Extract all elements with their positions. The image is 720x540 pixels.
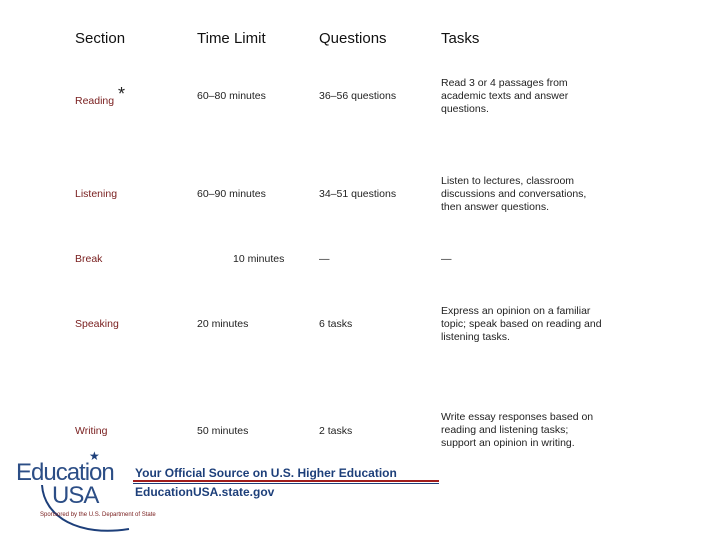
- header-section: Section: [75, 30, 126, 47]
- header-questions: Questions: [319, 30, 387, 47]
- row-break-tasks: [441, 253, 631, 266]
- header-time-limit: Time Limit: [197, 30, 266, 47]
- row-listening-time: 60–90 minutes: [197, 188, 266, 200]
- task-line: support an opinion in writing.: [441, 437, 575, 449]
- task-line: then answer questions.: [441, 201, 549, 213]
- task-line: Read 3 or 4 passages from: [441, 77, 568, 89]
- row-break-section: Break: [75, 253, 103, 265]
- row-speaking-time: 20 minutes: [197, 318, 249, 330]
- task-line: topic; speak based on reading and: [441, 318, 602, 330]
- row-break-time: 10 minutes: [233, 253, 285, 265]
- row-break-questions: —: [319, 253, 330, 265]
- educationusa-logo: [12, 449, 156, 537]
- logo-text-education: Education: [16, 459, 114, 486]
- footer-divider-blue: [133, 483, 439, 484]
- reading-asterisk: *: [118, 84, 126, 104]
- logo-text-usa: USA: [52, 482, 99, 509]
- task-line: —: [441, 253, 452, 265]
- task-line: questions.: [441, 103, 489, 115]
- logo-star-icon: ★: [89, 449, 100, 463]
- footer-url-link[interactable]: EducationUSA.state.gov: [135, 485, 275, 499]
- row-writing-section: Writing: [75, 425, 108, 437]
- task-line: discussions and conversations,: [441, 188, 587, 200]
- row-listening-section: Listening: [75, 188, 118, 200]
- row-speaking-tasks: [441, 305, 631, 344]
- task-line: Express an opinion on a familiar: [441, 305, 591, 317]
- row-writing-time: 50 minutes: [197, 425, 249, 437]
- row-writing-questions: 2 tasks: [319, 425, 353, 437]
- row-reading-time: 60–80 minutes: [197, 90, 266, 102]
- row-reading-tasks: [441, 77, 631, 116]
- row-listening-tasks: [441, 175, 631, 214]
- logo-subtext: Sponsored by the U.S. Department of State: [40, 512, 156, 518]
- row-listening-questions: 34–51 questions: [319, 188, 397, 200]
- row-speaking-section: Speaking: [75, 318, 119, 330]
- footer: [0, 449, 720, 540]
- footer-tagline: Your Official Source on U.S. Higher Education: [135, 466, 397, 480]
- task-line: academic texts and answer: [441, 90, 569, 102]
- task-line: Write essay responses based on: [441, 411, 594, 423]
- task-line: Listen to lectures, classroom: [441, 175, 575, 187]
- task-line: reading and listening tasks;: [441, 424, 569, 436]
- row-writing-tasks: [441, 411, 631, 450]
- task-line: listening tasks.: [441, 331, 510, 343]
- row-reading-section: Reading: [75, 95, 115, 107]
- footer-divider-red: [133, 480, 439, 482]
- row-speaking-questions: 6 tasks: [319, 318, 353, 330]
- row-reading-questions: 36–56 questions: [319, 90, 397, 102]
- header-tasks: Tasks: [441, 30, 480, 47]
